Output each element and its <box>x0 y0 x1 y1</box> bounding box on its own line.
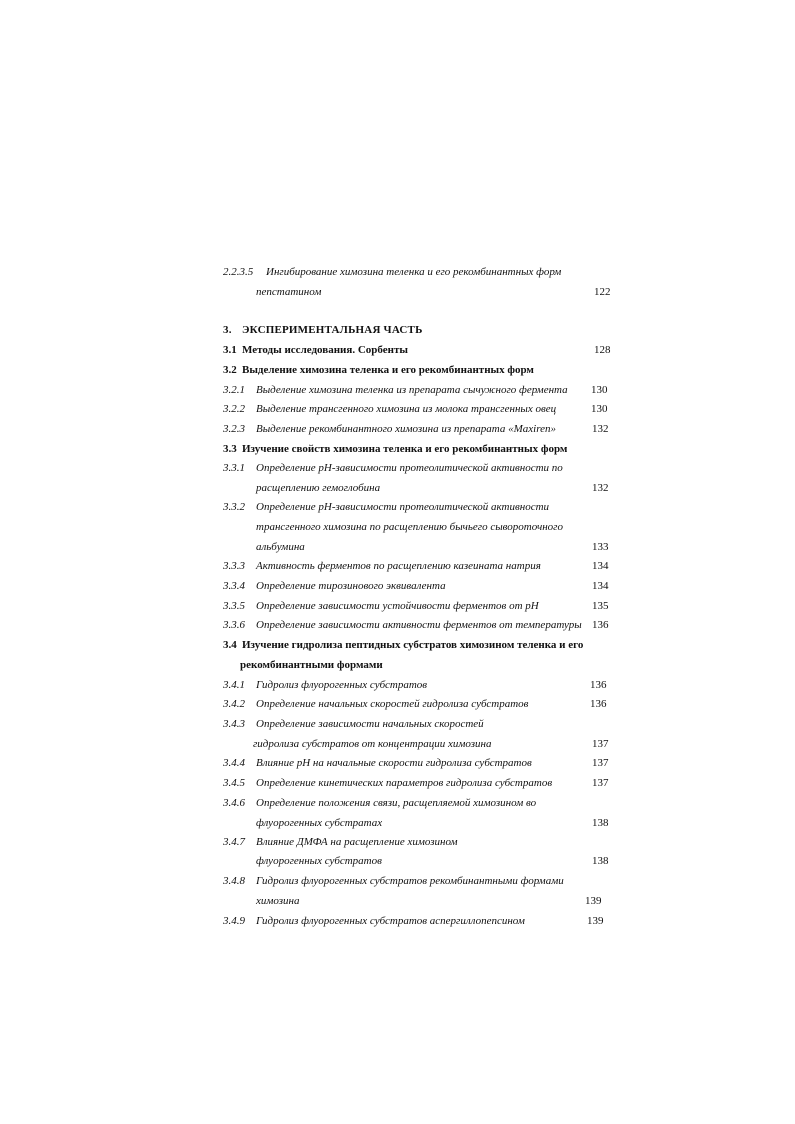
toc-entry <box>0 714 795 734</box>
toc-entry-title: Определение тирозинового эквивалента <box>256 580 446 592</box>
toc-section <box>0 439 795 459</box>
toc-entry-title: Определение pH-зависимости протеолитической активности <box>256 501 550 513</box>
toc-entry-number: 3.3.3 <box>223 560 245 572</box>
toc-entry-number: 3.2.2 <box>223 403 245 415</box>
toc-entry-number: 3.3 <box>223 443 237 455</box>
toc-entry-title: Определение начальных скоростей гидролиза субстратов <box>256 698 529 710</box>
toc-entry <box>0 753 795 773</box>
toc-entry-page: 137 <box>592 777 609 789</box>
toc-entry-continuation <box>0 734 795 754</box>
toc-entry-continuation <box>0 537 795 557</box>
toc-entry-title: Определение зависимости устойчивости ферментов от pH <box>256 600 539 612</box>
toc-entry-number: 3.2.3 <box>223 423 245 435</box>
toc-entry-number: 3.2 <box>223 364 237 376</box>
toc-entry <box>0 793 795 813</box>
toc-entry-continuation <box>0 851 795 871</box>
toc-entry <box>0 497 795 517</box>
toc-entry-title: Влияние pH на начальные скорости гидролиза субстратов <box>256 757 532 769</box>
toc-entry-title: флуорогенных субстратах <box>256 817 383 829</box>
toc-section <box>0 340 795 360</box>
toc-entry-number: 3. <box>223 324 232 336</box>
toc-entry-title: Гидролиз флуорогенных субстратов аспергиллопепсином <box>256 915 525 927</box>
toc-entry-title: Выделение трансгенного химозина из молока трансгенных овец <box>256 403 557 415</box>
toc-entry-title: Гидролиз флуорогенных субстратов рекомбинантными формами <box>256 875 564 887</box>
toc-entry-number: 3.4.8 <box>223 875 245 887</box>
toc-entry-title: Гидролиз флуорогенных субстратов <box>256 679 428 691</box>
toc-entry <box>0 911 795 931</box>
toc-entry-title: Влияние ДМФА на расщепление химозином <box>256 836 458 848</box>
toc-entry-title: Определение кинетических параметров гидролиза субстратов <box>256 777 553 789</box>
toc-entry <box>0 576 795 596</box>
toc-entry-number: 3.4.5 <box>223 777 245 789</box>
toc-entry-number: 3.4.6 <box>223 797 245 809</box>
toc-entry <box>0 675 795 695</box>
toc-entry-page: 122 <box>594 286 611 298</box>
toc-entry-page: 134 <box>592 580 609 592</box>
toc-entry-title: трансгенного химозина по расщеплению бычьего сывороточного <box>256 521 563 533</box>
toc-entry-title: Выделение химозина теленка и его рекомбинантных форм <box>242 364 534 376</box>
toc-entry-continuation <box>0 517 795 537</box>
toc-entry-title: Изучение гидролиза пептидных субстратов химозином теленка и его <box>242 639 584 651</box>
toc-entry-page: 139 <box>585 895 602 907</box>
toc-entry <box>0 596 795 616</box>
toc-entry-title: Выделение химозина теленка из препарата сычужного фермента <box>256 384 568 396</box>
toc-entry-page: 136 <box>592 619 609 631</box>
toc-entry-title: Активность ферментов по расщеплению казеината натрия <box>256 560 541 572</box>
toc-entry-page: 134 <box>592 560 609 572</box>
toc-entry-number: 3.3.5 <box>223 600 245 612</box>
toc-entry-number: 2.2.3.5 <box>223 266 254 278</box>
toc-entry-number: 3.4.3 <box>223 718 245 730</box>
toc-entry-number: 3.3.4 <box>223 580 245 592</box>
toc-entry-number: 3.4 <box>223 639 237 651</box>
toc-entry <box>0 832 795 852</box>
toc-section <box>0 360 795 380</box>
toc-entry-page: 132 <box>592 482 609 494</box>
toc-entry-title: флуорогенных субстратов <box>256 855 382 867</box>
toc-entry-title: Выделение рекомбинантного химозина из препарата «Maxiren» <box>256 423 556 435</box>
toc-entry-continuation <box>0 891 795 911</box>
toc-entry-continuation <box>0 478 795 498</box>
toc-entry-page: 133 <box>592 541 609 553</box>
toc-entry <box>0 615 795 635</box>
toc-section <box>0 635 795 655</box>
toc-entry <box>0 419 795 439</box>
toc-entry-title: Методы исследования. Сорбенты <box>242 344 408 356</box>
toc-entry-title: Изучение свойств химозина теленка и его рекомбинантных форм <box>242 443 568 455</box>
toc-entry <box>0 694 795 714</box>
toc-entry-title: химозина <box>256 895 300 907</box>
toc-entry-continuation <box>0 282 795 302</box>
toc-entry-page: 138 <box>592 817 609 829</box>
toc-entry-page: 128 <box>594 344 611 356</box>
toc-entry-title: Ингибирование химозина теленка и его рекомбинантных форм <box>266 266 562 278</box>
toc-entry-title: Определение зависимости активности ферментов от температуры <box>256 619 582 631</box>
toc-entry-title: Определение pH-зависимости протеолитической активности по <box>256 462 563 474</box>
toc-entry-number: 3.3.6 <box>223 619 245 631</box>
toc-entry-page: 139 <box>587 915 604 927</box>
toc-entry-title: расщеплению гемоглобина <box>256 482 381 494</box>
toc-entry-number: 3.4.7 <box>223 836 245 848</box>
toc-entry-page: 136 <box>590 698 607 710</box>
toc-entry-number: 3.2.1 <box>223 384 245 396</box>
toc-entry <box>0 262 795 282</box>
toc-entry-page: 130 <box>591 384 608 396</box>
toc-entry-title: альбумина <box>256 541 305 553</box>
toc-entry <box>0 458 795 478</box>
toc-entry-page: 136 <box>590 679 607 691</box>
toc-entry <box>0 556 795 576</box>
toc-chapter-heading <box>0 320 795 340</box>
toc-entry-continuation <box>0 813 795 833</box>
toc-entry <box>0 773 795 793</box>
toc-entry-title: ЭКСПЕРИМЕНТАЛЬНАЯ ЧАСТЬ <box>242 324 423 336</box>
toc-entry-title: пепстатином <box>256 286 322 298</box>
toc-entry-number: 3.4.4 <box>223 757 245 769</box>
toc-entry-page: 132 <box>592 423 609 435</box>
toc-entry-page: 138 <box>592 855 609 867</box>
toc-entry-page: 135 <box>592 600 609 612</box>
toc-entry-page: 130 <box>591 403 608 415</box>
toc-entry-number: 3.3.2 <box>223 501 245 513</box>
toc-entry-title: рекомбинантными формами <box>240 659 383 671</box>
toc-entry-number: 3.4.9 <box>223 915 245 927</box>
toc-entry-number: 3.1 <box>223 344 237 356</box>
toc-entry-page: 137 <box>592 757 609 769</box>
toc-entry-number: 3.3.1 <box>223 462 245 474</box>
toc-entry-number: 3.4.2 <box>223 698 245 710</box>
toc-entry-page: 137 <box>592 738 609 750</box>
toc-entry-number: 3.4.1 <box>223 679 245 691</box>
toc-section-continuation <box>0 655 795 675</box>
toc-entry <box>0 380 795 400</box>
toc-entry-title: Определение положения связи, расщепляемой химозином во <box>256 797 537 809</box>
toc-entry <box>0 871 795 891</box>
toc-entry-title: Определение зависимости начальных скоростей <box>256 718 484 730</box>
toc-entry-title: гидролиза субстратов от концентрации химозина <box>253 738 492 750</box>
toc-entry <box>0 399 795 419</box>
